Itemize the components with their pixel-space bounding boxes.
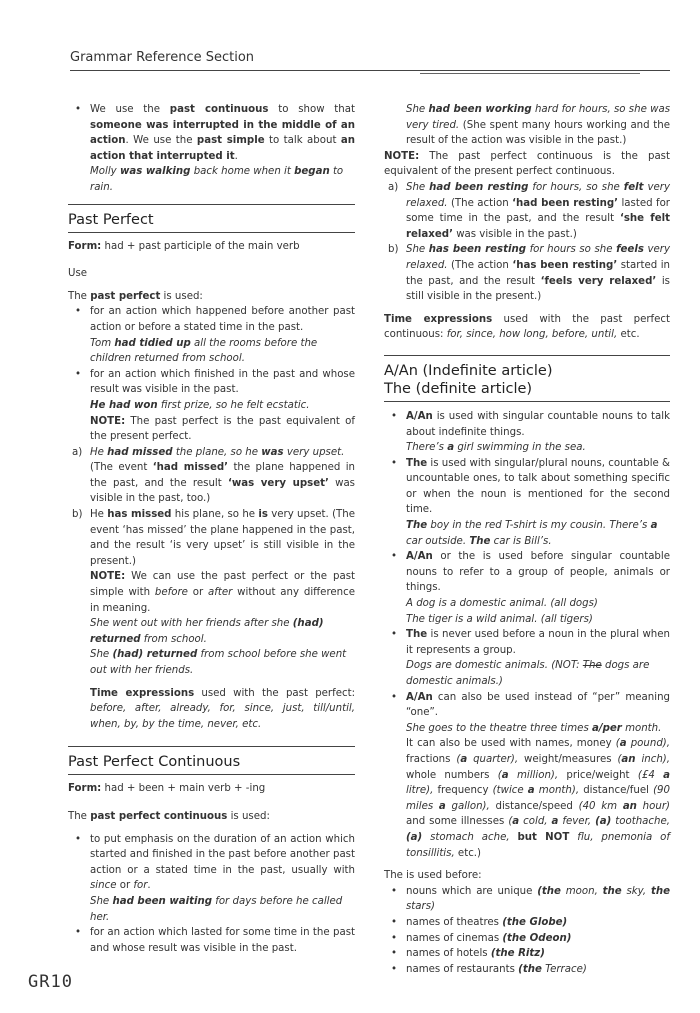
ppc-form: Form: had + been + main verb + -ing [68, 783, 266, 795]
art-bullet-2: • The is used with singular/plural nouns, countable & uncountable ones, to talk about something specific or when the noun is mentioned for the second time. [384, 456, 670, 518]
art-example-5: She goes to the theatre three times a/per month. [406, 722, 662, 734]
pp-item-b: b) He has missed his plane, so he is very upset. (The event ‘has missed’ the plane happened in the past, and the result ‘is very upset’ is still visible in the present.) [72, 509, 355, 567]
art-bullet-3: • A/An or the is used before singular countable nouns to refer to a group of people, animals or things. [384, 549, 670, 596]
header-rule-accent [420, 73, 640, 74]
ppc-used-line: The past perfect continuous is used: [68, 810, 270, 822]
art-bullet-5: • A/An can also be used instead of “per” meaning “one”. [384, 690, 670, 721]
articles-heading-2: The (definite article) [384, 380, 533, 397]
articles-heading-1: A/An (Indefinite article) [384, 362, 553, 379]
art-example-1: There’s a girl swimming in the sea. [406, 442, 586, 454]
pp-note: NOTE: The past perfect is the past equivalent of the present perfect. [90, 415, 355, 443]
pp-example-2: He had won first prize, so he felt ecstatic. [90, 399, 310, 411]
header-rule [70, 70, 670, 71]
art-bullet-4: • The is never used before a noun in the plural when it represents a group. [384, 627, 670, 658]
ppc-example-2: She had been working hard for hours, so she was very tired. (She spent many hours working and the result of the action was visible in the past.) [406, 104, 670, 147]
ppc-note: NOTE: The past perfect continuous is the past equivalent of the present perfect continuous. [384, 150, 670, 178]
art-bullet-5-continued: It can also be used with names, money (a pound), fractions (a quarter), weight/measures (an inch), whole numbers (a million), price/weight (£4 a litre), frequency (twice a month), distance/fuel (90 miles a gallon), distance/speed (40 km an hour) and some illnesses (a cold, a fever, (a) toothache, (a) stomach ache, but NOT flu, pnemonia of tonsillitis, etc.) [406, 738, 671, 859]
art-bullet-1: • A/An is used with singular countable nouns to talk about indefinite things. [384, 409, 670, 440]
ppc-bullet-1: • to put emphasis on the duration of an action which started and finished in the past before another past action or a stated time in the past, usually with since or for. [68, 832, 355, 894]
ppc-example-1: She had been waiting for days before he called her. [90, 895, 343, 923]
pp-item-a: a) He had missed the plane, so he was very upset. (The event ‘had missed’ the plane happened in the past, and the result ‘was very upset’ was visible in the past, too.) [72, 446, 355, 505]
ppc-item-a: a) She had been resting for hours, so she felt very relaxed. (The action ‘had been resting’ lasted for some time in the past, and the result ‘she felt relaxed’ was visible in the past.) [388, 181, 670, 240]
ppc-heading: Past Perfect Continuous [68, 754, 241, 771]
art-list-cinemas: • names of cinemas (the Odeon) [384, 931, 670, 947]
art-example-4: Dogs are domestic animals. (NOT: The dogs are domestic animals.) [406, 660, 650, 687]
right-column [384, 102, 670, 977]
ppc-bullet-2: • for an action which lasted for some time in the past and whose result was visible in the past. [68, 925, 355, 956]
art-list-hotels: • names of hotels (the Ritz) [384, 946, 670, 962]
pp-bullet-2: • for an action which finished in the past and whose result was visible in the past. [68, 367, 355, 398]
intro-example: Molly was walking back home when it began to rain. [90, 166, 344, 193]
intro-bullet: • We use the past continuous to show that someone was interrupted in the middle of an action. We use the past simple to talk about an action that interrupted it. [68, 102, 355, 164]
pp-form: Form: had + past participle of the main verb [68, 240, 300, 252]
articles-heading-box [384, 355, 670, 402]
ppc-heading-box [68, 746, 355, 775]
art-example-3a: A dog is a domestic animal. (all dogs) [406, 598, 598, 610]
art-list-theatres: • names of theatres (the Globe) [384, 915, 670, 931]
pp-bullet-1: • for an action which happened before another past action or before a stated time in the past. [68, 304, 355, 335]
ppc-time-expressions: Time expressions used with the past perfect continuous: for, since, how long, before, until, etc. [384, 313, 670, 341]
pp-example-3: She went out with her friends after she (had) returned from school. [90, 618, 324, 645]
header-title: Grammar Reference Section [70, 50, 255, 65]
art-used-before: The is used before: [384, 870, 482, 882]
pp-example-4: She (had) returned from school before she went out with her friends. [90, 649, 347, 676]
ppc-item-b: b) She has been resting for hours so she feels very relaxed. (The action ‘has been resting’ started in the past, and the result ‘feels very relaxed’ is still visible in the present.) [388, 244, 670, 303]
past-perfect-heading-box [68, 204, 355, 233]
pp-use-label: Use [68, 268, 88, 280]
pp-note-2: NOTE: We can use the past perfect or the past simple with before or after without any difference in meaning. [90, 571, 356, 614]
left-column [68, 102, 355, 956]
art-example-2: The boy in the red T-shirt is my cousin. There’s a car outside. The car is Bill’s. [406, 520, 658, 547]
art-list-unique: • nouns which are unique (the moon, the sky, the stars) [384, 884, 670, 915]
art-list-restaurants: • names of restaurants (the Terrace) [384, 962, 670, 978]
pp-time-expressions: Time expressions used with the past perfect: before, after, already, for, since, just, till/until, when, by, by the time, never, etc. [90, 687, 355, 730]
pp-used-line: The past perfect is used: [68, 290, 203, 302]
past-perfect-heading: Past Perfect [68, 211, 154, 228]
pp-example-1: Tom had tidied up all the rooms before the children returned from school. [90, 337, 318, 365]
art-example-3b: The tiger is a wild animal. (all tigers) [406, 613, 593, 625]
page-number: GR10 [28, 972, 73, 992]
